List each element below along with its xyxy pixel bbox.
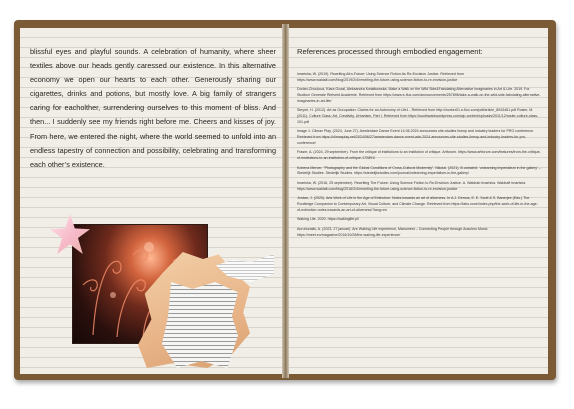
torn-text-scrap — [162, 282, 238, 368]
reference-item: Kobena Mercer. “Photography and the Global Conditions of Cross-Cultural Modernity”. Nikolai. (2021). Ill.ustrated: ‘unlearning imperialism in the gallery’ – Stedelijk Studies. Stedelijk Studies. https://stedelijkstudies.com/journal/unlearning-imperialism-in-the-gallery/ — [297, 165, 541, 176]
collage — [20, 208, 282, 374]
story-text: blissful eyes and playful sounds. A celebration of humanity, where sheer textiles above our heads gently caressed our existence. In this alternative economy we open our hearts to each other. Generously sharing our cigarettes, drinks and potions, but mostly love. A big family of strangers caring for eacholther, surrendering ourselves to this moment of bliss. And then... I suddenly see my friends right before me. Cheers and kisses of joy. From here, we entered the night, where the world seemed to unfold into an endless tapestry of connection and possibility, celebrating and transforming each other’s existence. — [30, 47, 276, 169]
book-spine — [282, 24, 289, 378]
left-page — [20, 28, 282, 374]
reference-item: Dorlan-Chouloua, Kiara Gozal, Aleksandra Kwiatkowska. Make a Walk on the Wild Side&Fabulating Alternative Imaginaries in Art & Life. 2019. For Studium Generale Rietveld Academie. Retrieved from https://www.e-flux.com/announcements/257896/take-a-walk-on-the-wild-side-fabulating-alternative-imaginaries-in-art-life/ — [297, 87, 541, 103]
reference-item: Waking Life. 2020. https://wakinglife.pl/ — [297, 217, 359, 222]
references-heading: References processed through embodied engagement: — [297, 47, 483, 56]
reference-item: Auruhunalis, A. (2023, 27 januari). Are Waking Life experience, Manumest – Connecting People through Auschno Music. https://meet.eu/magazine/2016/10/28/the-waking-life-experience/ — [297, 227, 489, 237]
reference-item: Fraser, A. (2024, 29 september). From the critique of institutions to an institution of critique. Artforum. https://www.artforum.com/features/from-the-critique-of-institutions-to-an-institution-of-critique-172891/ — [297, 150, 541, 160]
reference-item: Jordan, J. (2020). Arts Work of Life in the Age of Extinction: Notes towards an art of aliveness. In A.J. Demos, E. E. Scott & S. Banerjee (Eds.) The Routledge Companion to Contemporary Art, Visual Culture, and Climate Change. Retrieved from https://labo.zone/index.php/the-work-of-life-in-the-age-of-extinction-notes-towards-an-art-of-aliveness/?lang=en — [297, 196, 538, 212]
reference-item: Imarisha, W. (2019). Rewriting Afro-Future: Using Science Fiction As Re-Envision Justice. Retrieved from https://www.waldalt.com/blog/2019/2/4/rewriting-the-future-using-science-fiction-to-re-envision-justice — [297, 72, 464, 82]
reference-item: Image 1: Climax Play. (2024, June 27). Amsterdam Dance Event 14.06.2024 announces site-studies lineup and industry leaders for PRO conference. Retrieved from https://climaxplay.net/2024/06/27/amsterdam-dance-event-ade-2024-announces-site-studies-lineup-and-industry-leaders-for-pro-conference/ — [297, 129, 535, 145]
references-list — [297, 72, 541, 243]
right-page — [289, 28, 548, 374]
reference-item: Imarisha, W. (2016, 25 september). Rewriting The Future: Using Science Fiction to Re-Envision Justice. A. Waldrab Imarisha. Waldraft Imarisha. https://www.waldalt.com/blog/2016/2/4/rewriting-the-future-using-science-fiction-to-re-envision-justice — [297, 181, 527, 191]
reference-item: Steyerl, H. (2012). Art as Occupation: Claims for an Autonomy of Life1 - Retrieved from http://worker01.e-flux.com/pdf/article_8943461.pdf Rosier, M. (2011). Culture Class: Art, Creativity, Urbanism, Part I. Retrieved from https://southwarkwordpress.com/wp-content/uploads/2011/12/rosier-culture-class-101.pdf — [297, 108, 539, 124]
